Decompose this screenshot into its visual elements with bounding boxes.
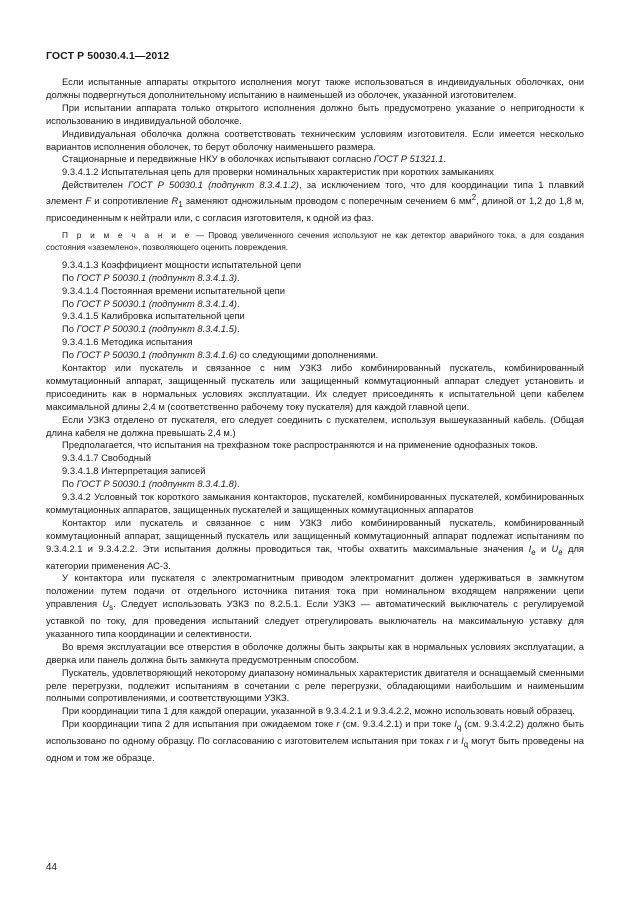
symbol: R <box>171 195 179 207</box>
text-run: У контактора или пускателя с электромагнитным приводом электромагнит должен удерживаться в замкнутом положении путем подачи от отдельного источника питания тока при номинальном входящем напряжении цепи управления <box>46 572 584 610</box>
paragraph: Во время эксплуатации все отверстия в оболочке должны быть закрыты как в нормальных условиях эксплуатации, а дверка или панель должна быть замкнута предусмотренным способом. <box>46 640 584 665</box>
paragraph <box>46 349 584 362</box>
symbol: r <box>446 735 450 747</box>
text-run: . <box>443 153 447 165</box>
note <box>46 229 584 254</box>
subscript: e <box>531 547 536 557</box>
paragraph: Если УЗКЗ отделено от пускателя, его следует соединить с пускателем, используя вышеуказанный кабель. (Общая длина кабеля не должна превышать 2,4 м.) <box>46 413 584 438</box>
symbol: r <box>336 718 340 730</box>
symbol: I <box>528 542 532 554</box>
paragraph: Если испытанные аппараты открытого исполнения могут также использоваться в индивидуальных оболочках, они должны подвергнуться дополнительному испытанию в наименьшей из оболочек, указанной изготовителем. <box>46 76 584 100</box>
standard-reference: ГОСТ Р 50030.1 (подпункт 8.3.4.1.2) <box>128 179 299 191</box>
paragraph <box>46 323 584 336</box>
text-run: По <box>62 478 77 490</box>
paragraph: Предполагается, что испытания на трехфазном токе распространяются и на применение однофазных токов. <box>62 439 538 451</box>
text-run: . <box>237 297 240 309</box>
symbol: U <box>102 598 110 610</box>
section-heading: 9.3.4.2 Условный ток короткого замыкания контакторов, пускателей, комбинированных пускателей, комбинированных коммутационных аппаратов, защищенных пускателей и защищенных коммутационных аппаратов <box>46 491 584 515</box>
subscript: 1 <box>178 200 183 210</box>
standard-reference: ГОСТ Р 51321.1 <box>373 153 444 165</box>
document-header: ГОСТ Р 50030.4.1—2012 <box>46 50 170 62</box>
text-run: По <box>62 271 77 283</box>
text-run: , за исключением того, что для координации типа 1 плавкий элемент <box>46 179 584 207</box>
subscript: q <box>456 723 462 733</box>
document-body <box>46 72 584 765</box>
paragraph <box>46 572 584 640</box>
note-text: — Провод увеличенного сечения используют не как детектор аварийного тока, а для создания состояния «заземлено», позволяющего оценить повреждения. <box>46 229 584 253</box>
text-run: . Следует использовать УЗКЗ по 8.2.5.1. Если УЗКЗ — автоматический выключатель с регулируемой уставкой по току, для проведения испытаний следует отрегулировать выключатель на максимальную уставку для указанного типа координации и селективности. <box>46 598 584 639</box>
text-run: могут быть проведены на одном и том же образце. <box>46 735 584 763</box>
symbol: F <box>85 195 92 207</box>
paragraph <box>46 272 584 285</box>
paragraph <box>46 718 584 764</box>
section-heading: 9.3.4.1.2 Испытательная цепь для проверки номинальных характеристик при коротких замыканиях <box>62 166 494 178</box>
note-label: П р и м е ч а н и е <box>62 229 192 240</box>
text-run: По <box>62 349 77 361</box>
text-run: для категории применения АС-3. <box>46 542 584 571</box>
symbol: I <box>454 718 457 730</box>
paragraph <box>46 179 584 225</box>
superscript: 2 <box>471 193 477 203</box>
section-heading: 9.3.4.1.5 Калибровка испытательной цепи <box>62 310 245 322</box>
paragraph <box>46 517 584 573</box>
page-number: 44 <box>46 862 57 873</box>
text-run: Стационарные и передвижные НКУ в оболочках испытывают согласно <box>62 153 374 165</box>
standard-reference: ГОСТ Р 50030.1 (подпункт 8.3.4.1.5) <box>76 323 238 335</box>
text-run: Контактор или пускатель и связанное с ним УЗКЗ либо комбинированный пускатель, комбинированный коммутационный аппарат, защищенный пускатель или защищенный коммутационный аппарат подлежат испытаниям по 9.3.4.2.1 и 9.3.4.2.2. Эти испытания должны проводиться так, чтобы охватить максимальные значения <box>46 516 584 554</box>
text-run: . <box>237 271 240 283</box>
text-run: При координации типа 2 для испытания при ожидаемом токе <box>62 718 337 730</box>
paragraph: При координации типа 1 для каждой операции, указанной в 9.3.4.2.1 и 9.3.4.2.2, можно использовать новый образец. <box>62 705 575 717</box>
symbol: U <box>551 542 559 554</box>
section-heading: 9.3.4.1.3 Коэффициент мощности испытательной цепи <box>62 258 302 270</box>
text-run: . <box>237 478 240 490</box>
standard-reference: ГОСТ Р 50030.1 (подпункт 8.3.4.1.3) <box>76 271 238 283</box>
text-run: заменяют одножильным проводом с поперечным сечением 6 мм <box>182 195 472 207</box>
standard-reference: ГОСТ Р 50030.1 (подпункт 8.3.4.1.6) <box>76 349 238 361</box>
standard-reference: ГОСТ Р 50030.1 (подпункт 8.3.4.1.4) <box>76 297 238 309</box>
text-run: и <box>535 542 552 554</box>
subscript: e <box>558 547 563 557</box>
text-run: По <box>62 297 77 309</box>
standard-reference: ГОСТ Р 50030.1 (подпункт 8.3.4.1.8) <box>76 478 238 490</box>
paragraph: Пускатель, удовлетворяющий некоторому диапазону номинальных характеристик двигателя и оснащаемый сменными реле перегрузки, подлежит испытаниям в сочетании с реле перегрузки, обладающими наибольшим и наименьшим полными сопротивлениями, и соответствующими УЗКЗ. <box>46 666 584 704</box>
section-heading: 9.3.4.1.6 Методика испытания <box>62 336 193 348</box>
subscript: s <box>109 603 114 613</box>
symbol: I <box>461 735 464 747</box>
paragraph <box>46 153 584 166</box>
text-run: и сопротивление <box>91 195 172 207</box>
section-heading: 9.3.4.1.8 Интерпретация записей <box>62 465 206 477</box>
text-run: и <box>449 735 462 747</box>
text-run: со следующими дополнениями. <box>237 349 379 361</box>
paragraph: Индивидуальная оболочка должна соответствовать техническим условиям изготовителя. Если имеется несколько вариантов исполнения оболочек, то берут оболочку наименьшего размера. <box>46 127 584 152</box>
text-run: , длиной от 1,2 до 1,8 м, присоединенным к нейтрали или, с согласия изготовителя, к одной из фаз. <box>46 195 585 224</box>
paragraph <box>46 478 584 491</box>
text-run: (см. 9.3.4.2.1) и при токе <box>339 718 455 730</box>
text-run: . <box>237 323 240 335</box>
paragraph: Контактор или пускатель и связанное с ним УЗКЗ либо комбинированный пускатель, комбинированный коммутационный аппарат, защищенный пускатель или защищенный коммутационный аппарат следует установить и присоединить как в нормальных условиях эксплуатации. Их следует присоединять к испытательной цепи кабелем максимальной длины 2,4 м (соответственно рабочему току пускателя) для каждой главной цепи. <box>46 362 584 412</box>
text-run: (см. 9.3.4.2.2) должно быть использовано по одному образцу. По согласованию с изготовителем испытания при токах <box>46 718 584 747</box>
text-run: Действителен <box>62 179 129 191</box>
section-heading: 9.3.4.1.7 Свободный <box>62 452 151 464</box>
paragraph <box>46 298 584 311</box>
paragraph: При испытании аппарата только открытого исполнения должно быть предусмотрено указание о непригодности к использованию в индивидуальной оболочке. <box>46 101 584 126</box>
text-run: По <box>62 323 77 335</box>
subscript: q <box>463 739 469 749</box>
section-heading: 9.3.4.1.4 Постоянная времени испытательной цепи <box>62 284 285 296</box>
